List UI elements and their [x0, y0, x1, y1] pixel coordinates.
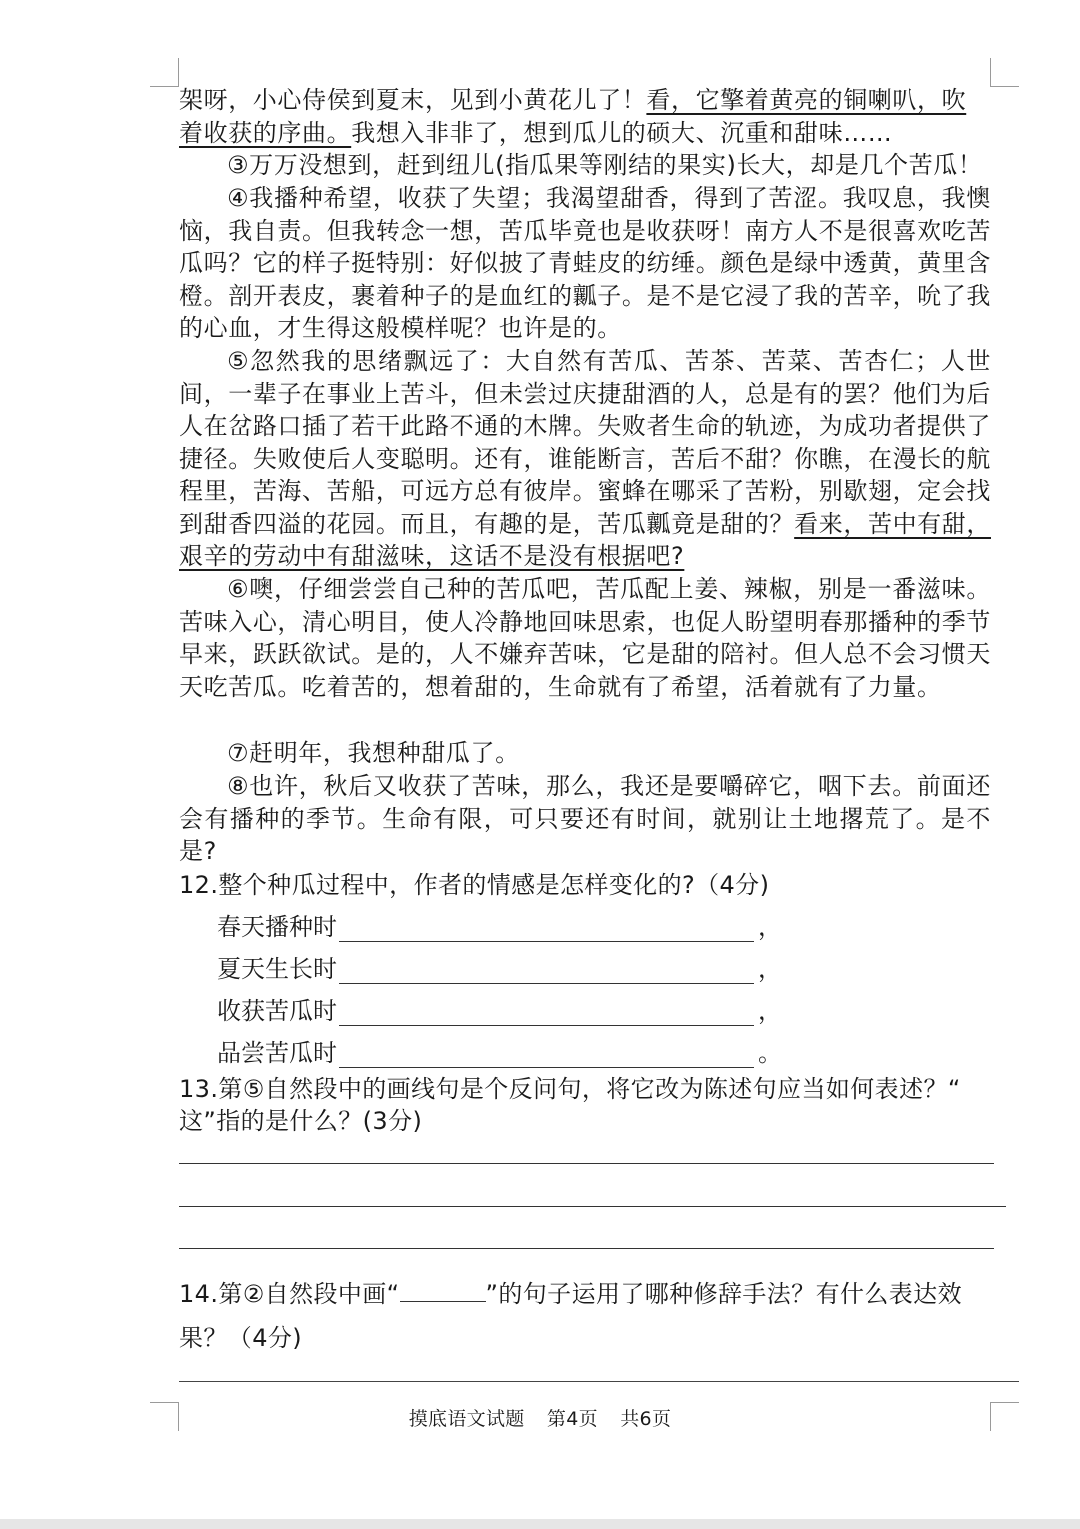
answer-blank[interactable]: [339, 961, 754, 984]
q12-label: 收获苦瓜时: [217, 997, 337, 1025]
p5-text: ⑤忽然我的思绪飘远了：大自然有苦瓜、苦茶、苦菜、苦杏仁；人世间，一辈子在事业上苦斗，但未尝过庆捷甜酒的人，总是有的罢？他们为后人在岔路口插了若干此路不通的木牌。失败者生命的轨迹，为成功者提供了捷径。失败使后人变聪明。还有，谁能断言，苦后不甜？你瞧，在漫长的航程里，苦海、苦船，可远方总有彼岸。蜜蜂在哪采了苦粉，别歇翅，定会找到甜香四溢的花园。而且，有趣的是，苦瓜瓤竟是甜的？: [179, 347, 991, 538]
paragraph-3: ③万万没想到，赶到纽儿(指瓜果等刚结的果实)长大，却是几个苦瓜！: [227, 151, 983, 179]
answer-blank[interactable]: [339, 1045, 754, 1068]
answer-blank[interactable]: [339, 919, 754, 942]
page-bottom-edge: [0, 1519, 1080, 1529]
footer-rule: [179, 1381, 1019, 1382]
p2-text-a: 架呀，小心侍侯到夏末，见到小黄花儿了！: [179, 86, 647, 114]
answer-blank[interactable]: [339, 1003, 754, 1026]
footer-total-pages: 共6页: [620, 1408, 672, 1430]
q12-label: 春天播种时: [217, 913, 337, 941]
p5-underlined-sentence: 看来，苦中有甜，艰辛的劳动中有甜滋味，这话不是没有根据吧?: [179, 509, 991, 570]
p2-underlined-sentence-a: 看，它擎着黄亮的铜喇叭，吹: [646, 86, 967, 114]
q12-label: 夏天生长时: [217, 955, 337, 983]
question-14: 14.第②自然段中画“ ”的句子运用了哪种修辞手法？有什么表达效 果？（4分): [179, 1280, 962, 1352]
paragraph-4: ④我播种希望，收获了失望；我渴望甜香，得到了苦涩。我叹息，我懊恼，我自责。但我转念一想，苦瓜毕竟也是收获呀！南方人不是很喜欢吃苦瓜吗？它的样子挺特别：好似披了青蛙皮的纺缍。颜色是绿中透黄，黄里含橙。剖开表皮，裹着种子的是血红的瓤子。是不是它浸了我的苦辛，吮了我的心血，才生得这般模样呢？也许是的。: [179, 184, 991, 342]
q12-row-summer: 夏天生长时 ，: [217, 955, 782, 983]
answer-line[interactable]: [179, 1163, 994, 1164]
footer-page-number: 第4页: [546, 1408, 598, 1430]
paragraph-7: ⑦赶明年，我想种甜瓜了。: [227, 739, 520, 767]
question-12: 12.整个种瓜过程中，作者的情感是怎样变化的?（4分): [179, 871, 770, 899]
q12-label: 品尝苦瓜时: [217, 1039, 337, 1067]
q12-row-taste: 品尝苦瓜时 。: [217, 1039, 782, 1067]
paragraph-2-tail: [179, 84, 991, 149]
question-13: 13.第⑤自然段中的画线句是个反问句，将它改为陈述句应当如何表述？“ 这”指的是什么？(3分): [179, 1075, 961, 1135]
page-footer: [0, 1404, 1080, 1431]
p2-text-b: 我想入非非了，想到瓜儿的硕大、沉重和甜味……: [351, 118, 893, 147]
paragraph-5: [179, 345, 991, 573]
answer-line[interactable]: [179, 1206, 1006, 1207]
paragraph-6: ⑥噢，仔细尝尝自己种的苦瓜吧，苦瓜配上姜、辣椒，别是一番滋味。苦味入心，清心明目，使人冷静地回味思索，也促人盼望明春那播种的季节早来，跃跃欲试。是的，人不嫌弃苦味，它是甜的陪衬。但人总不会习惯天天吃苦瓜。吃着苦的，想着甜的，生命就有了希望，活着就有了力量。: [179, 575, 991, 701]
footer-exam-title: 摸底语文试题: [408, 1408, 525, 1430]
p2-underlined-sentence-b: 着收获的序曲。: [179, 118, 352, 147]
paragraph-8: ⑧也许，秋后又收获了苦味，那么，我还是要嚼碎它，咽下去。前面还会有播种的季节。生命有限，可只要还有时间，就别让土地撂荒了。是不是?: [179, 772, 991, 865]
q12-row-harvest: 收获苦瓜时 ，: [217, 997, 782, 1025]
crop-mark-top-left: [150, 58, 179, 87]
q12-row-spring: 春天播种时 ，: [217, 913, 782, 941]
underline-marker-sample: [400, 1281, 486, 1302]
crop-mark-top-right: [990, 58, 1019, 87]
answer-line[interactable]: [179, 1248, 994, 1249]
